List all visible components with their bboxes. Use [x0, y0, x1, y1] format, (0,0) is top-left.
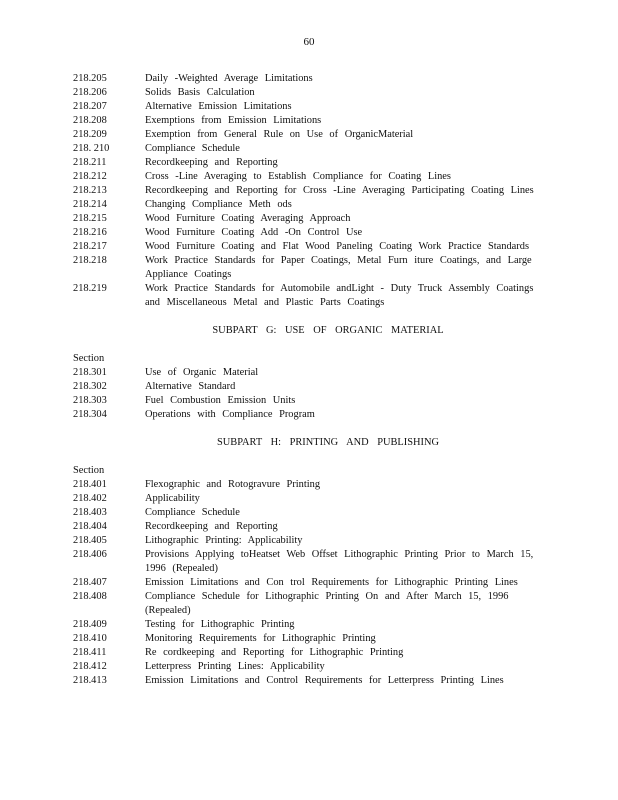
section-title: Wood Furniture Coating Add -On Control Use [145, 227, 363, 238]
section-number: 218.208 [73, 115, 107, 126]
section-title: Work Practice Standards for Paper Coatings, Metal Furn iture Coatings, and Large Appliance Coatings [145, 255, 532, 280]
toc-row [73, 394, 543, 408]
section-list-subpart-h [73, 478, 543, 688]
section-number: 218.213 [73, 185, 107, 196]
toc-row [73, 142, 543, 156]
section-title: Solids Basis Calculation [145, 87, 255, 98]
section-title: Operations with Compliance Program [145, 409, 315, 420]
section-title: Work Practice Standards for Automobile andLight - Duty Truck Assembly Coatings and Miscellaneous Metal and Plastic Parts Coatings [145, 283, 534, 308]
toc-row [73, 618, 543, 632]
section-title: Alternative Standard [145, 381, 236, 392]
section-list-subpart-f [73, 72, 543, 310]
section-number: 218.207 [73, 101, 107, 112]
section-number: 218.304 [73, 409, 107, 420]
section-title: Exemption from General Rule on Use of OrganicMaterial [145, 129, 414, 140]
section-number: 218.411 [73, 647, 107, 658]
section-title: Fuel Combustion Emission Units [145, 395, 296, 406]
toc-row [73, 534, 543, 548]
toc-row [73, 156, 543, 170]
toc-row [73, 520, 543, 534]
section-number: 218.409 [73, 619, 107, 630]
section-number: 218.410 [73, 633, 107, 644]
section-number: 218.216 [73, 227, 107, 238]
section-number: 218.209 [73, 129, 107, 140]
section-number: 218.403 [73, 507, 107, 518]
toc-row [73, 282, 543, 310]
section-number: 218.303 [73, 395, 107, 406]
section-title: Compliance Schedule [145, 143, 240, 154]
section-number: 218.214 [73, 199, 107, 210]
toc-row [73, 366, 543, 380]
toc-row [73, 632, 543, 646]
section-title: Re cordkeeping and Reporting for Lithographic Printing [145, 647, 404, 658]
section-number: 218.402 [73, 493, 107, 504]
section-title: Provisions Applying toHeatset Web Offset Lithographic Printing Prior to March 15, 1996 (Repealed) [145, 549, 534, 574]
section-label: Section [73, 465, 105, 476]
section-number: 218.407 [73, 577, 107, 588]
toc-row [73, 506, 543, 520]
toc-row [73, 198, 543, 212]
section-number: 218.302 [73, 381, 107, 392]
section-title: Applicability [145, 493, 200, 504]
toc-row [73, 576, 543, 590]
section-title: Changing Compliance Meth ods [145, 199, 292, 210]
section-title: Testing for Lithographic Printing [145, 619, 295, 630]
page-number: 60 [303, 36, 315, 48]
toc-row [73, 128, 543, 142]
section-number: 218.215 [73, 213, 107, 224]
section-number: 218.404 [73, 521, 107, 532]
section-number: 218.406 [73, 549, 107, 560]
section-title: Monitoring Requirements for Lithographic Printing [145, 633, 376, 644]
section-number: 218.412 [73, 661, 107, 672]
section-title: Wood Furniture Coating Averaging Approach [145, 213, 351, 224]
toc-row [73, 380, 543, 394]
section-number: 218.211 [73, 157, 107, 168]
section-title: Recordkeeping and Reporting [145, 521, 278, 532]
section-number: 218.206 [73, 87, 107, 98]
toc-row [73, 170, 543, 184]
section-title: Flexographic and Rotogravure Printing [145, 479, 321, 490]
section-title: Letterpress Printing Lines: Applicability [145, 661, 325, 672]
section-title: Alternative Emission Limitations [145, 101, 292, 112]
section-title: Cross -Line Averaging to Establish Compliance for Coating Lines [145, 171, 451, 182]
section-title: Use of Organic Material [145, 367, 259, 378]
section-label: Section [73, 353, 105, 364]
section-number: 218.401 [73, 479, 107, 490]
section-title: Daily -Weighted Average Limitations [145, 73, 313, 84]
section-number: 218.218 [73, 255, 107, 266]
subpart-g-heading: SUBPART G: USE OF ORGANIC MATERIAL [212, 325, 444, 336]
toc-row [73, 212, 543, 226]
toc-row [73, 100, 543, 114]
section-number: 218.219 [73, 283, 107, 294]
section-title: Emission Limitations and Con trol Requirements for Lithographic Printing Lines [145, 577, 518, 588]
toc-row [73, 548, 543, 576]
section-number: 218.405 [73, 535, 107, 546]
toc-row [73, 240, 543, 254]
section-number: 218.212 [73, 171, 107, 182]
section-list-subpart-g [73, 366, 543, 422]
section-number: 218.301 [73, 367, 107, 378]
section-number: 218. 210 [73, 143, 110, 154]
section-number: 218.217 [73, 241, 107, 252]
section-title: Lithographic Printing: Applicability [145, 535, 303, 546]
toc-row [73, 492, 543, 506]
toc-row [73, 590, 543, 618]
toc-row [73, 478, 543, 492]
section-title: Exemptions from Emission Limitations [145, 115, 322, 126]
toc-row [73, 114, 543, 128]
toc-row [73, 184, 543, 198]
table-of-contents [73, 72, 543, 688]
toc-row [73, 660, 543, 674]
toc-row [73, 408, 543, 422]
toc-row [73, 86, 543, 100]
toc-row [73, 254, 543, 282]
section-title: Compliance Schedule [145, 507, 240, 518]
section-title: Recordkeeping and Reporting [145, 157, 278, 168]
toc-row [73, 226, 543, 240]
section-title: Wood Furniture Coating and Flat Wood Paneling Coating Work Practice Standards [145, 241, 529, 252]
subpart-h-heading: SUBPART H: PRINTING AND PUBLISHING [217, 437, 439, 448]
section-number: 218.413 [73, 675, 107, 686]
toc-row [73, 646, 543, 660]
toc-row [73, 72, 543, 86]
section-title: Recordkeeping and Reporting for Cross -Line Averaging Participating Coating Lines [145, 185, 534, 196]
toc-row [73, 674, 543, 688]
section-number: 218.205 [73, 73, 107, 84]
section-number: 218.408 [73, 591, 107, 602]
section-title: Emission Limitations and Control Requirements for Letterpress Printing Lines [145, 675, 504, 686]
section-title: Compliance Schedule for Lithographic Printing On and After March 15, 1996 (Repealed) [145, 591, 509, 616]
